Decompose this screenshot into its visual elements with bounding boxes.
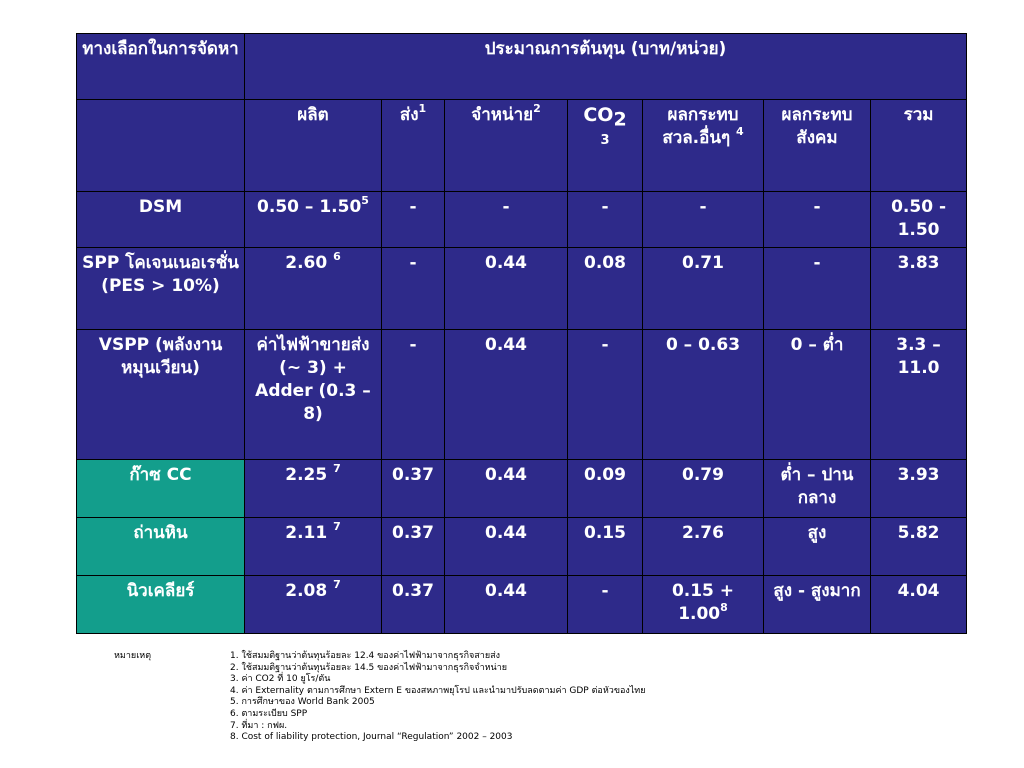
row-option: นิวเคลียร์ (77, 576, 245, 634)
cell-distribution: 0.44 (445, 248, 568, 330)
header-row-2 (77, 100, 967, 192)
row-option: ถ่านหิน (77, 518, 245, 576)
cell-transmission: - (382, 248, 445, 330)
col-co2: $CO_2$ 3 (568, 100, 643, 192)
cell-total: 0.50 - 1.50 (871, 192, 967, 248)
table-row (77, 330, 967, 460)
footnote-item: 3. ค่า CO2 ที่ 10 ยูโร/ตัน (230, 674, 331, 685)
cell-production: 2.60 $^6$ (245, 248, 382, 330)
table-row (77, 518, 967, 576)
cell-co2: 0.15 (568, 518, 643, 576)
cell-env: - (643, 192, 764, 248)
header-options: ทางเลือกในการจัดหา (77, 34, 245, 100)
table-row (77, 460, 967, 518)
cell-distribution: 0.44 (445, 460, 568, 518)
cell-total: 4.04 (871, 576, 967, 634)
footnote-item: 2. ใช้สมมติฐานว่าต้นทุนร้อยละ 14.5 ของค่าไฟฟ้ามาจากธุรกิจจำหน่าย (230, 662, 508, 673)
col-social-impact: ผลกระทบสังคม (764, 100, 871, 192)
cell-distribution: 0.44 (445, 330, 568, 460)
col-production: ผลิต (245, 100, 382, 192)
cell-co2: - (568, 576, 643, 634)
cell-total: 3.93 (871, 460, 967, 518)
cell-social: 0 – ต่ำ (764, 330, 871, 460)
footnote-ref: 1 (418, 102, 427, 116)
footnote-ref: 4 (736, 125, 744, 139)
row-option: SPP โคเจนเนอเรชั่น (PES > 10%) (77, 248, 245, 330)
footnotes-label: หมายเหตุ (114, 651, 152, 661)
col-transmission: ส่ง$^1$ (382, 100, 445, 192)
cell-social: สูง (764, 518, 871, 576)
col-distribution: จำหน่าย$^2$ (445, 100, 568, 192)
cell-co2: - (568, 192, 643, 248)
col-total: รวม (871, 100, 967, 192)
footnote-item: 7. ที่มา : กฟผ. (230, 720, 288, 731)
col-env-impact: ผลกระทบ สวล.อื่นๆ $^4$ (643, 100, 764, 192)
header-blank (77, 100, 245, 192)
row-option: DSM (77, 192, 245, 248)
footnotes-list (230, 651, 910, 744)
table-row (77, 192, 967, 248)
cell-env: 2.76 (643, 518, 764, 576)
cell-production: 2.25 $^7$ (245, 460, 382, 518)
cell-total: 3.3 – 11.0 (871, 330, 967, 460)
cell-production: ค่าไฟฟ้าขายส่ง (~ 3) + Adder (0.3 – 8) (245, 330, 382, 460)
table-row (77, 576, 967, 634)
header-row-1 (77, 34, 967, 100)
cell-env: 0.79 (643, 460, 764, 518)
cell-transmission: 0.37 (382, 460, 445, 518)
footnote-item: 1. ใช้สมมติฐานว่าต้นทุนร้อยละ 12.4 ของค่าไฟฟ้ามาจากธุรกิจสายส่ง (230, 651, 501, 661)
cell-distribution: 0.44 (445, 576, 568, 634)
cell-production: 2.08 $^7$ (245, 576, 382, 634)
footnote-item: 8. Cost of liability protection, Journal “Regulation” 2002 – 2003 (230, 732, 513, 743)
cell-production: 2.11 $^7$ (245, 518, 382, 576)
footnote-ref: 2 (533, 102, 541, 116)
cell-social: - (764, 192, 871, 248)
footnote-item: 6. ตามระเบียบ SPP (230, 708, 308, 719)
row-option: VSPP (พลังงานหมุนเวียน) (77, 330, 245, 460)
cost-comparison-table (76, 33, 967, 634)
cell-distribution: 0.44 (445, 518, 568, 576)
cell-social: ต่ำ – ปานกลาง (764, 460, 871, 518)
cell-co2: 0.09 (568, 460, 643, 518)
footnote-item: 5. การศึกษาของ World Bank 2005 (230, 697, 375, 708)
cell-social: - (764, 248, 871, 330)
cell-social: สูง - สูงมาก (764, 576, 871, 634)
cell-co2: - (568, 330, 643, 460)
cell-distribution: - (445, 192, 568, 248)
cell-total: 5.82 (871, 518, 967, 576)
cell-production: 0.50 – 1.50$^5$ (245, 192, 382, 248)
table-row (77, 248, 967, 330)
cell-co2: 0.08 (568, 248, 643, 330)
cell-total: 3.83 (871, 248, 967, 330)
header-cost-estimate: ประมาณการต้นทุน (บาท/หน่วย) (245, 34, 967, 100)
cell-transmission: 0.37 (382, 576, 445, 634)
cell-env: 0 – 0.63 (643, 330, 764, 460)
footnote-item: 4. ค่า Externality ตามการศึกษา Extern E ของสหภาพยุโรป และนำมาปรับลดตามค่า GDP ต่อหัวของไทย (230, 685, 646, 696)
cell-transmission: - (382, 330, 445, 460)
cell-transmission: - (382, 192, 445, 248)
cell-env: $0.15 + 1.00^8$ (643, 576, 764, 634)
cell-env: 0.71 (643, 248, 764, 330)
row-option: ก๊าซ CC (77, 460, 245, 518)
cell-transmission: 0.37 (382, 518, 445, 576)
